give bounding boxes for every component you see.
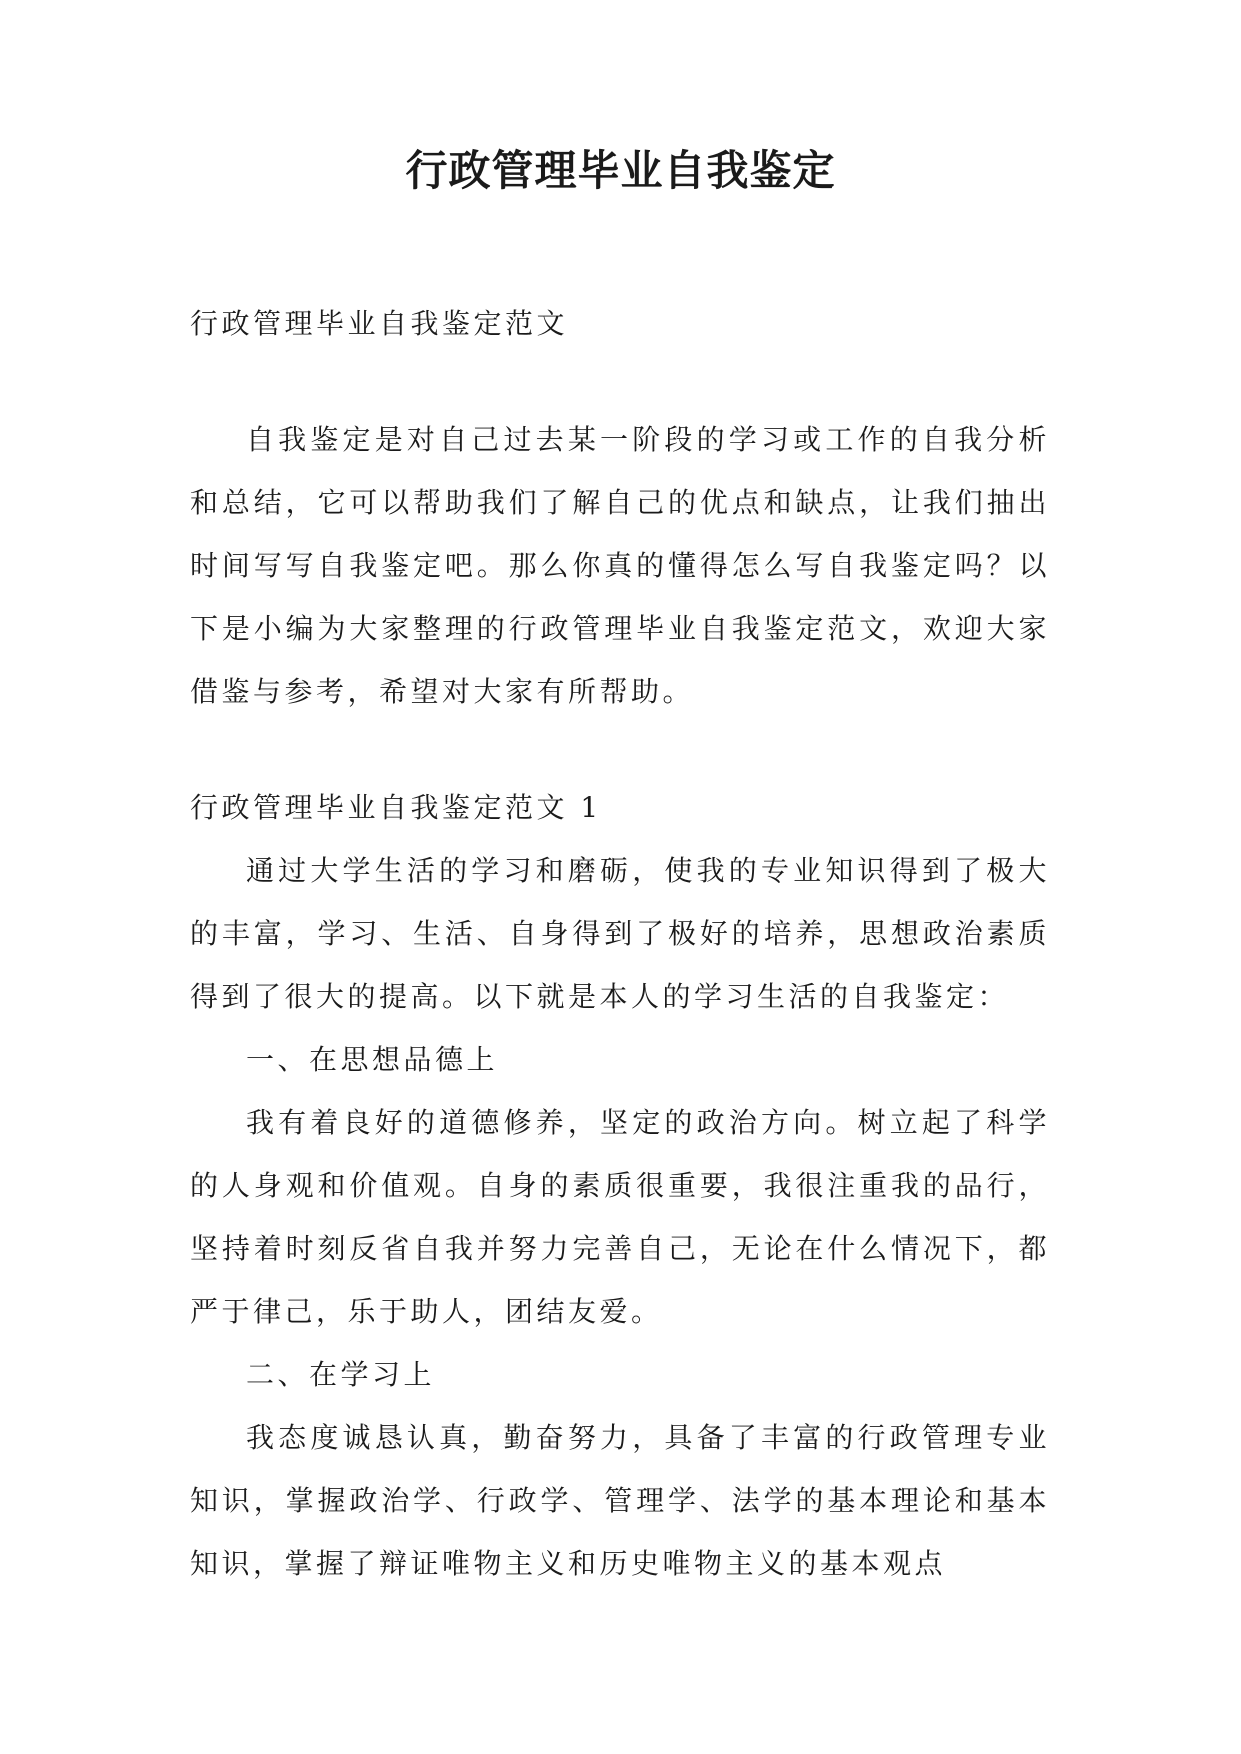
body-paragraph: 通过大学生活的学习和磨砺，使我的专业知识得到了极大的丰富，学习、生活、自身得到了极好的培养，思想政治素质得到了很大的提高。以下就是本人的学习生活的自我鉴定： [190,854,1050,1013]
document-body [190,292,1050,1595]
subheading-thought: 一、在思想品德上 [246,1043,499,1076]
section-heading: 行政管理毕业自我鉴定范文 1 [190,791,602,824]
document-title: 行政管理毕业自我鉴定 [405,146,836,195]
subheading-study: 二、在学习上 [246,1358,436,1391]
body-paragraph: 我态度诚恳认真，勤奋努力，具备了丰富的行政管理专业知识，掌握政治学、行政学、管理学、法学的基本理论和基本知识，掌握了辩证唯物主义和历史唯物主义的基本观点 [190,1421,1050,1580]
intro-paragraph: 自我鉴定是对自己过去某一阶段的学习或工作的自我分析和总结，它可以帮助我们了解自己的优点和缺点，让我们抽出时间写写自我鉴定吧。那么你真的懂得怎么写自我鉴定吗？以下是小编为大家整理的行政管理毕业自我鉴定范文，欢迎大家借鉴与参考，希望对大家有所帮助。 [190,423,1050,708]
body-paragraph: 我有着良好的道德修养，坚定的政治方向。树立起了科学的人身观和价值观。自身的素质很重要，我很注重我的品行，坚持着时刻反省自我并努力完善自己，无论在什么情况下，都严于律己，乐于助人，团结友爱。 [190,1106,1050,1328]
document-subtitle: 行政管理毕业自我鉴定范文 [190,307,569,340]
